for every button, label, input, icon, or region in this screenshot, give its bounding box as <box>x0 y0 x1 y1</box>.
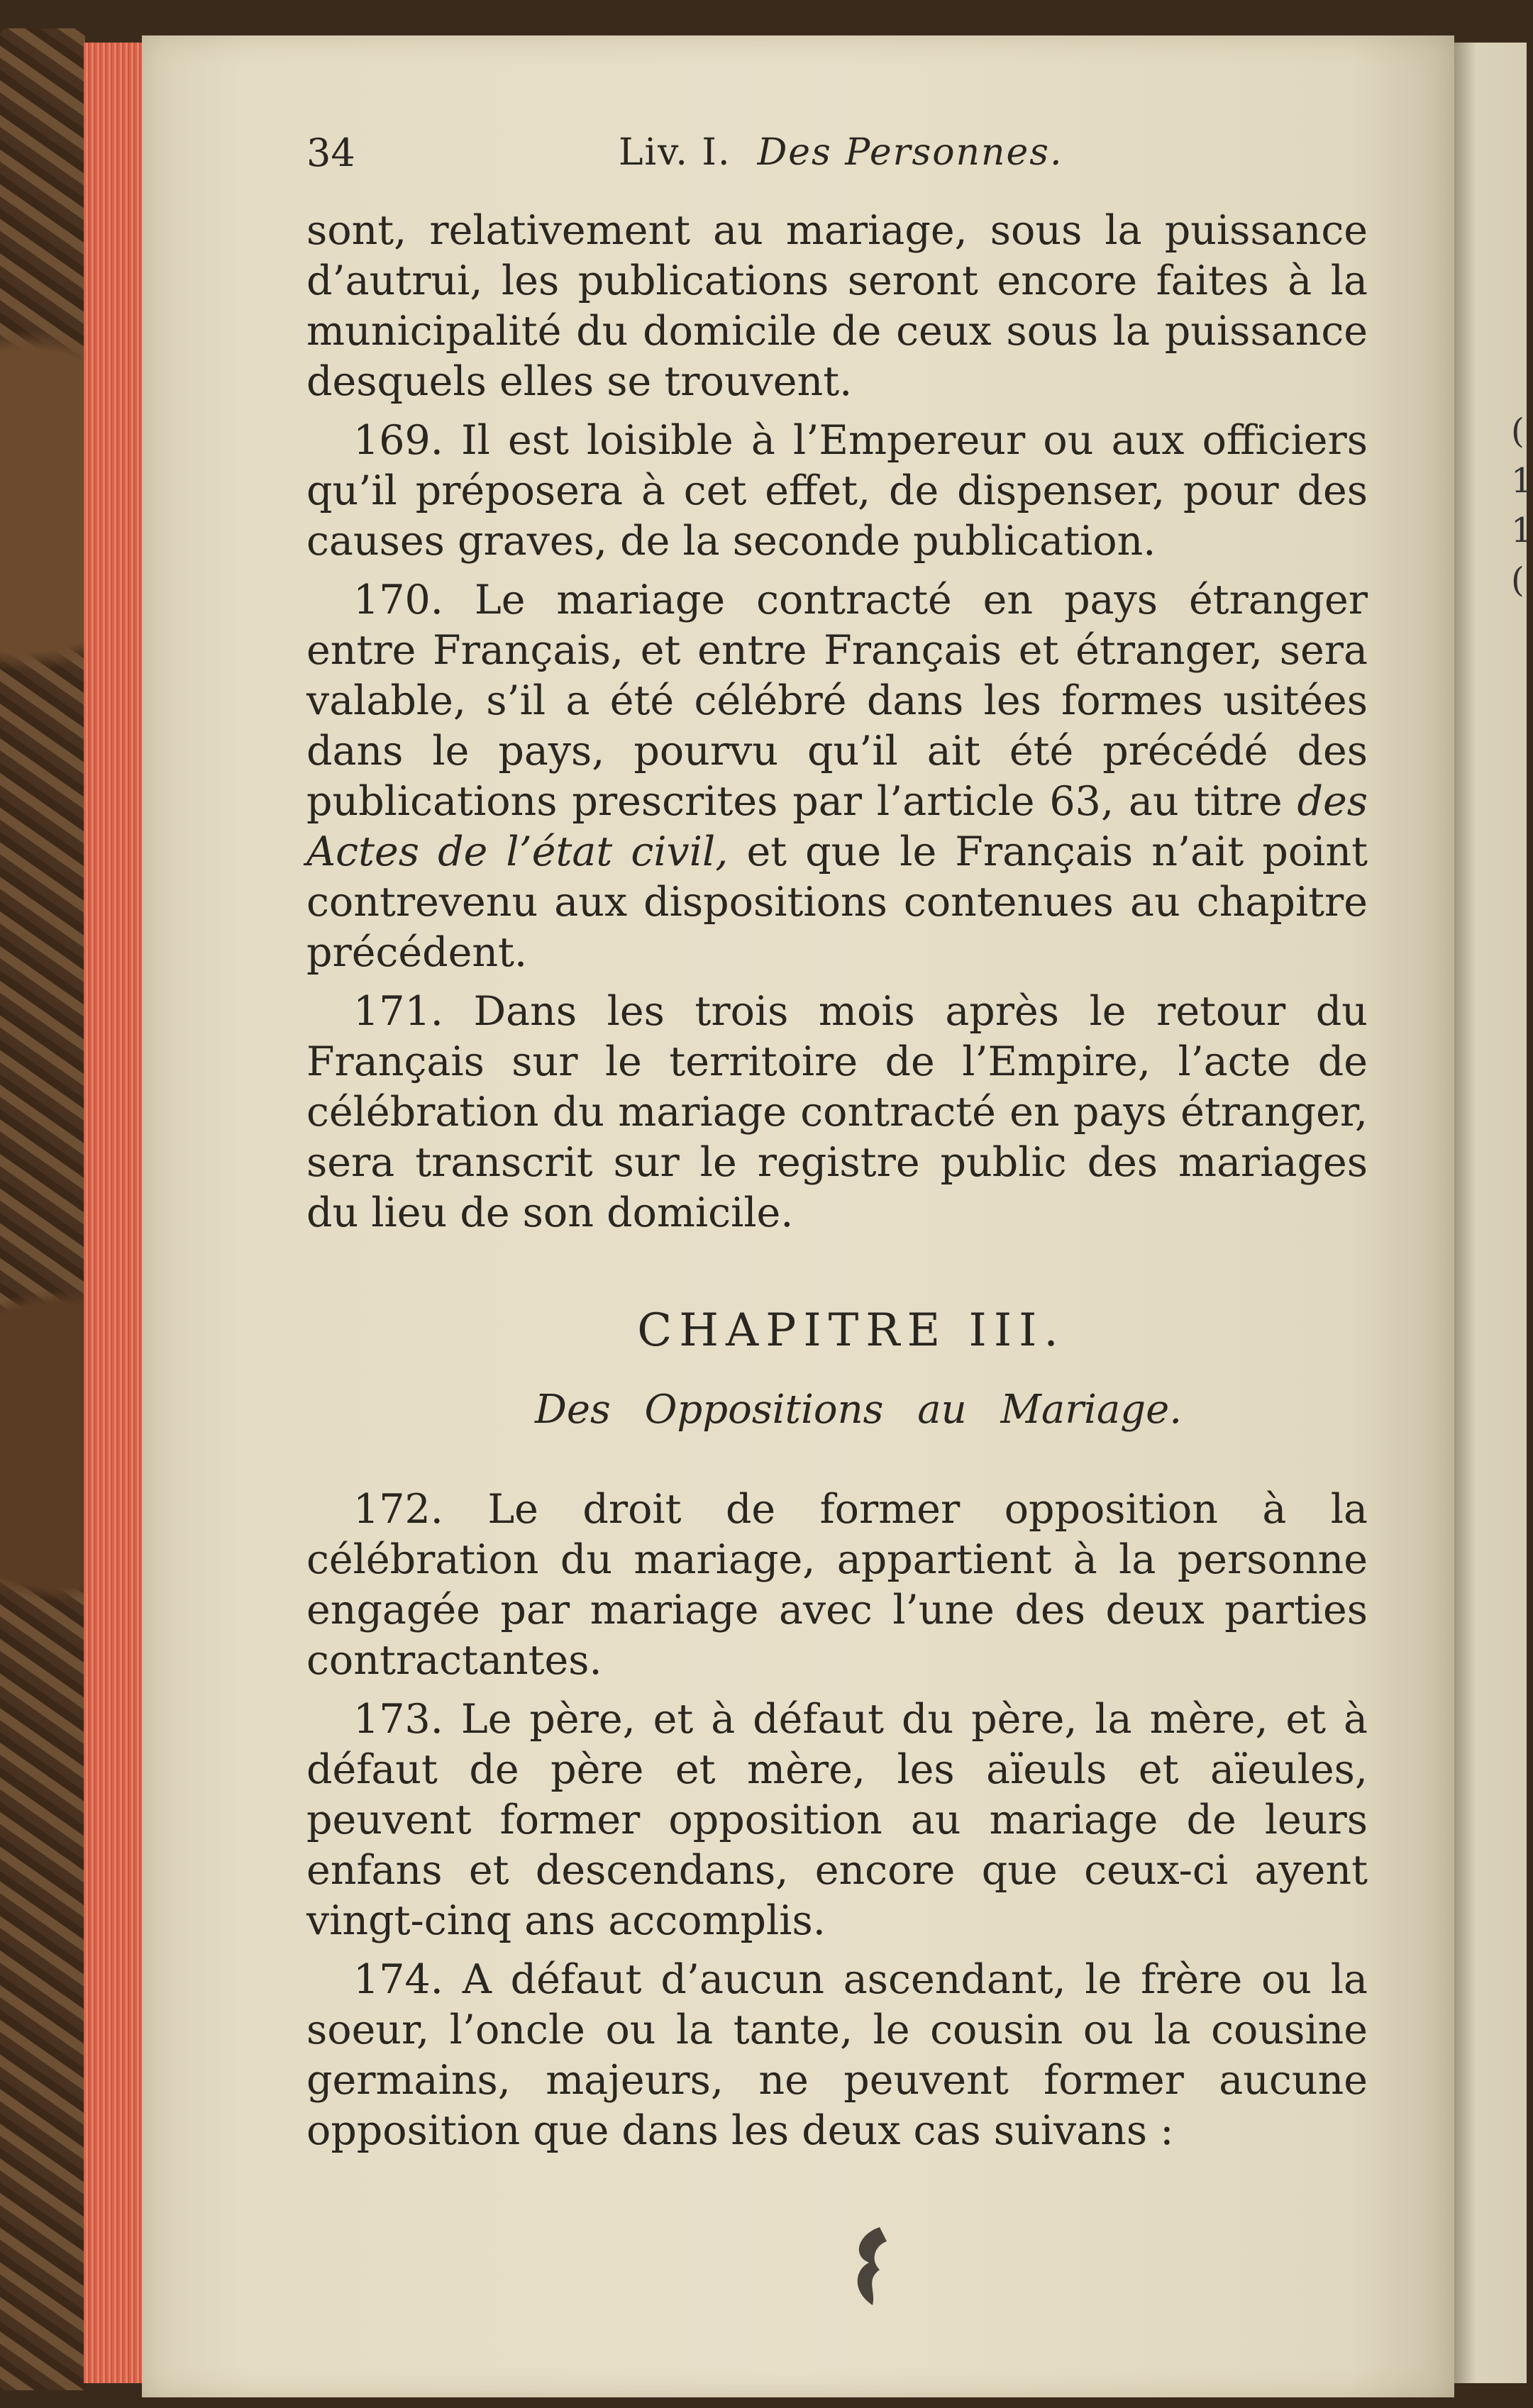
chapter-heading: CHAPITRE III. <box>637 1304 1066 1357</box>
section-title: Des Personnes. <box>757 131 1063 174</box>
facing-page-fragment: 1 <box>1511 461 1533 501</box>
printers-mark-icon <box>837 2220 908 2312</box>
article-169: 169. Il est loisible à l’Empereur ou aux officiers qu’il préposera à cet effet, de dispenser, pour des causes graves, de la seconde publication. <box>306 417 1368 565</box>
article-170 <box>306 575 1368 978</box>
facing-page-fragment: 1 <box>1511 511 1533 550</box>
running-title <box>619 128 1063 178</box>
article-170-title-ref: des Actes de l’état civil, <box>306 778 1368 875</box>
facing-page-fragment: ( <box>1511 411 1524 451</box>
article-171: 171. Dans les trois mois après le retour du Français sur le territoire de l’Empire, l’acte de célébration du mariage contracté en pays étranger, sera transcrit sur le registre public des mariages du lieu de son domicile. <box>306 988 1368 1236</box>
red-page-edges <box>84 43 148 2383</box>
page-number: 34 <box>306 131 355 175</box>
text-block <box>306 128 1368 2165</box>
chapter-subtitle: Des Oppositions au Mariage. <box>534 1387 1183 1433</box>
marbled-cover <box>0 28 85 2390</box>
article-170-text-a: 170. Le mariage contracté en pays étranger entre Français, et entre Français et étranger, sera valable, s’il a été célébré dans les formes usitées dans le pays, pourvu qu’il ait été précédé des publications prescrites par l’article 63, au titre <box>306 577 1368 825</box>
article-172: 172. Le droit de former opposition à la célébration du mariage, appartient à la personne engagée par mariage avec l’une des deux parties contractantes. <box>306 1486 1368 1684</box>
article-174: 174. A défaut d’aucun ascendant, le frère ou la soeur, l’oncle ou la tante, le cousin ou la cousine germains, majeurs, ne peuvent former aucune opposition que dans les deux cas suivans : <box>306 1956 1368 2154</box>
book-label: Liv. I. <box>619 131 731 174</box>
article-173: 173. Le père, et à défaut du père, la mère, et à défaut de père et mère, les aïeuls et aïeules, peuvent former opposition au mariage de leurs enfans et descendans, encore que ceux-ci ayent vingt-cinq ans accomplis. <box>306 1696 1368 1944</box>
paragraph-continued: sont, relativement au mariage, sous la puissance d’autrui, les publications seront encore faites à la municipalité du domicile de ceux sous la puissance desquels elles se trouvent. <box>306 207 1368 405</box>
running-head <box>306 128 1368 177</box>
facing-page-edge <box>1454 43 1533 2383</box>
article-170-text-b: et que le Français n’ait point contrevenu aux dispositions contenues au chapitre précédent. <box>306 828 1368 976</box>
facing-page-fragment: ( <box>1511 560 1524 600</box>
